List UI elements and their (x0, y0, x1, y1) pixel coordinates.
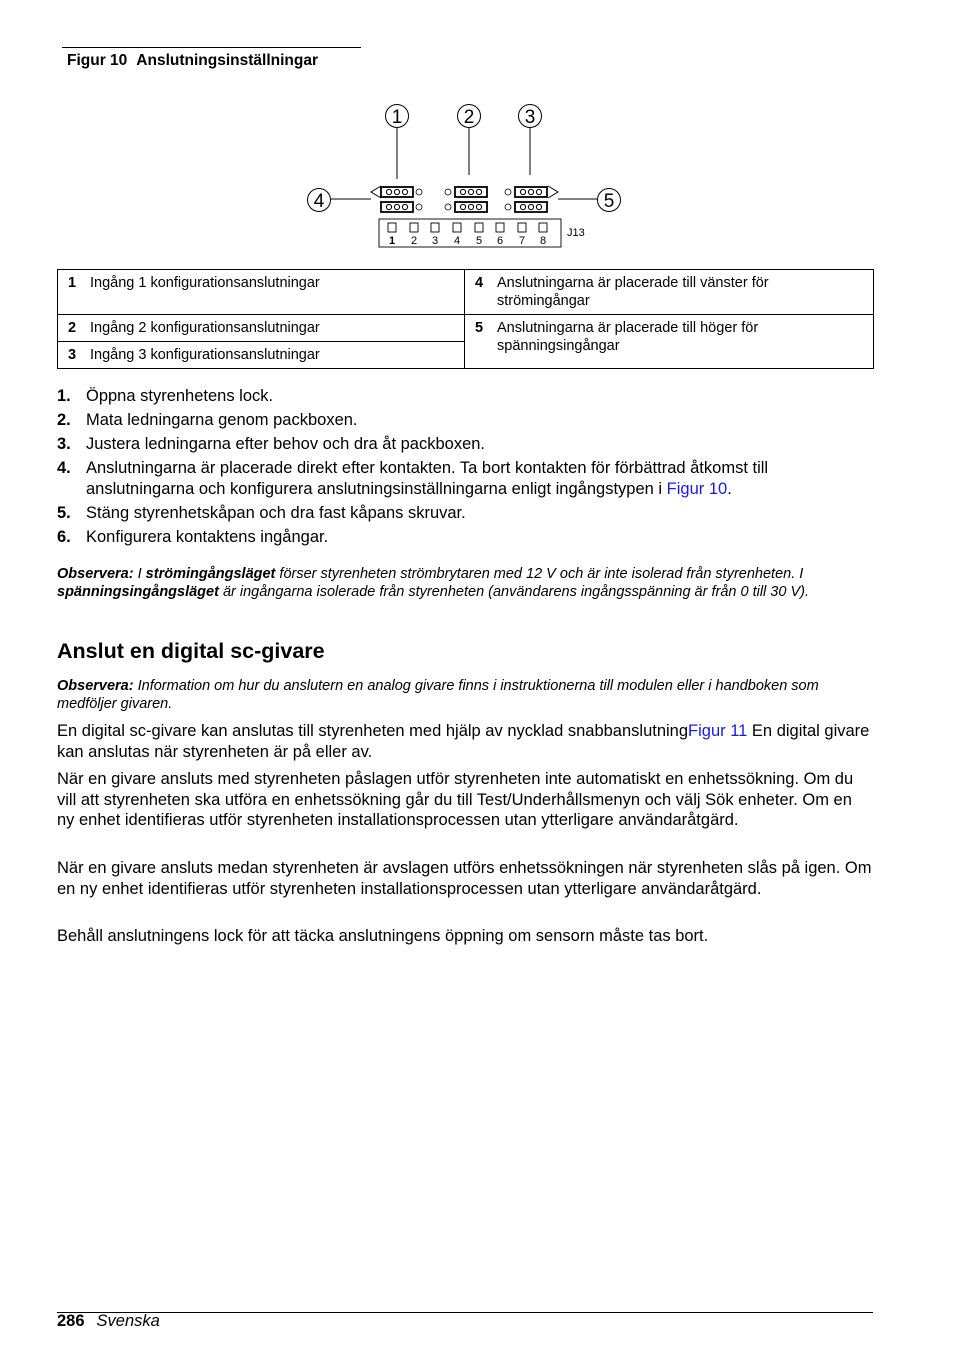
svg-text:1: 1 (391, 107, 403, 128)
terminal-block-j13 (379, 219, 585, 247)
legend-cell: 2 Ingång 2 konfigurationsanslutningar (58, 315, 465, 342)
list-item: 6. Konfigurera kontaktens ingångar. (57, 527, 329, 546)
svg-text:5: 5 (603, 191, 615, 212)
pin-label: 8 (539, 235, 547, 247)
page-footer (57, 1312, 160, 1331)
pin-label: 1 (388, 235, 396, 247)
figure-11-link[interactable]: Figur 11 (688, 722, 748, 740)
figure-legend-table (57, 269, 874, 369)
figure-10-link[interactable]: Figur 10 (666, 479, 728, 498)
svg-text:4: 4 (313, 191, 325, 212)
callout-3 (519, 105, 542, 176)
figure-caption (67, 52, 318, 70)
connector-label: J13 (567, 227, 585, 239)
connector-diagram (300, 95, 630, 255)
pin-label: 7 (518, 235, 526, 247)
callout-5 (548, 186, 621, 212)
list-item: 1. Öppna styrenhetens lock. (57, 387, 274, 405)
jumper-block-2 (445, 187, 487, 212)
legend-cell: 5 Anslutningarna är placerade till höger för spänningsingångar (465, 315, 874, 369)
paragraph-powered-off: När en givare ansluts medan styrenheten är avslagen utförs enhetssökningen när styrenheten slås på igen. Om en ny enhet identifieras utför styrenheten installationsprocessen utan ytterligare användaråtgärd. (57, 859, 872, 898)
pin-label: 2 (410, 235, 418, 247)
paragraph-connect: En digital sc-givare kan anslutas till styrenheten med hjälp av nycklad snabbanslutningFigur 11 En digital givare kan anslutas när styrenheten är på eller av. (57, 722, 870, 761)
legend-cell: 3 Ingång 3 konfigurationsanslutningar (58, 342, 465, 369)
pin-label: 5 (475, 235, 483, 247)
list-item: 4. Anslutningarna är placerade direkt efter kontakten. Ta bort kontakten för förbättrad åtkomst till anslutningarna och konfigurera anslutningsinställningarna enligt ingångstypen i Figur 10. (57, 459, 769, 498)
paragraph-powered-on: När en givare ansluts med styrenheten påslagen utför styrenheten inte automatiskt en enhetssökning. Om du vill att styrenheten ska utföra en enhetssökning går du till Test/Underhållsmenyn och välj Sök enheter. Om en ny enhet identifieras utför styrenheten installationsprocessen utan ytterligare användaråtgärd. (57, 770, 854, 829)
page-number: 286 (57, 1312, 85, 1330)
callout-1 (386, 105, 409, 180)
figure-title: Anslutningsinställningar (136, 52, 318, 69)
figure-number: Figur 10 (67, 52, 128, 69)
list-item: 2. Mata ledningarna genom packboxen. (57, 411, 358, 429)
svg-text:2: 2 (463, 107, 475, 128)
pin-label: 6 (496, 235, 504, 247)
footer-language: Svenska (96, 1312, 160, 1330)
pin-label: 4 (453, 235, 461, 247)
jumper-block-3 (505, 187, 547, 212)
section-heading: Anslut en digital sc-givare (57, 639, 325, 663)
note-input-modes: Observera: I strömingångsläget förser styrenheten strömbrytaren med 12 V och är inte isolerad från styrenheten. I spänningsingångsläget är ingångarna isolerade från styrenheten (användarens ingångsspänning är från 0 till 30 V). (57, 566, 809, 600)
table-row (58, 270, 874, 315)
list-item: 5. Stäng styrenhetskåpan och dra fast kåpans skruvar. (57, 503, 466, 522)
footer-rule (57, 1312, 873, 1313)
svg-text:3: 3 (524, 107, 536, 128)
legend-cell: 4 Anslutningarna är placerade till vänster för strömingångar (465, 270, 874, 315)
figure-rule (62, 47, 361, 48)
legend-cell: 1 Ingång 1 konfigurationsanslutningar (58, 270, 465, 315)
table-row (58, 315, 874, 342)
callout-4 (308, 186, 382, 212)
callout-2 (458, 105, 481, 176)
list-item: 3. Justera ledningarna efter behov och dra åt packboxen. (57, 435, 486, 453)
note-analog-sensor: Observera: Information om hur du anslutern en analog givare finns i instruktionerna till modulen eller i handboken som medföljer givaren. (57, 678, 819, 712)
pin-label: 3 (431, 235, 439, 247)
paragraph-cap: Behåll anslutningens lock för att täcka anslutningens öppning om sensorn måste tas bort. (57, 927, 709, 945)
jumper-block-1 (381, 187, 422, 212)
procedure-steps (57, 386, 873, 551)
